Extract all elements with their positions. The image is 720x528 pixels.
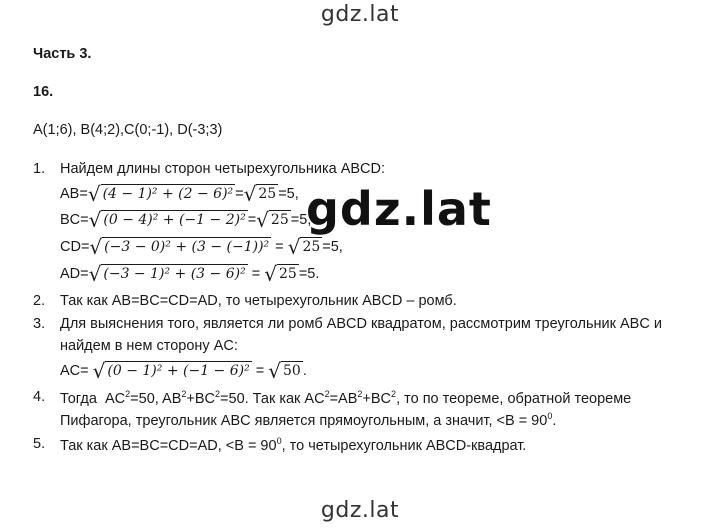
radical-ac: √ (0 − 1)² + (−1 − 6)² bbox=[92, 359, 250, 383]
formula-ad: AD= √ (−3 − 1)² + (3 − 6)² = √ 25 =5. bbox=[60, 262, 320, 286]
watermark-center: gdz.lat bbox=[306, 182, 492, 236]
item-3-text-2: найдем в нем сторону AC: bbox=[60, 338, 238, 354]
points-line: A(1;6), B(4;2),C(0;-1), D(-3;3) bbox=[33, 122, 223, 138]
formula-ac: AC= √ (0 − 1)² + (−1 − 6)² = √ 50 . bbox=[60, 359, 307, 383]
item-4-text-2: Пифагора, треугольник ABC является прямоугольным, а значит, $<B = 90^0$. bbox=[60, 411, 557, 429]
item-2-text: Так как AB=BC=CD=AD, то четырехугольник ABCD – ромб. bbox=[60, 293, 457, 309]
item-5-text: Так как AB=BC=CD=AD, $<B = 90^0$, то четырехугольник ABCD-квадрат. bbox=[60, 436, 527, 454]
item-3-number: 3. bbox=[33, 316, 46, 332]
task-number: 16. bbox=[33, 84, 54, 100]
item-1-text: Найдем длины сторон четырехугольника ABCD: bbox=[60, 161, 386, 177]
item-4-number: 4. bbox=[33, 389, 46, 405]
part-title: Часть 3. bbox=[33, 46, 92, 62]
watermark-top: gdz.lat bbox=[320, 2, 400, 27]
watermark-bottom: gdz.lat bbox=[320, 498, 400, 523]
item-5-number: 5. bbox=[33, 436, 46, 452]
item-1-number: 1. bbox=[33, 161, 46, 177]
radical-ad: √ (−3 − 1)² + (3 − 6)² bbox=[88, 262, 246, 286]
formula-cd: CD= √ (−3 − 0)² + (3 − (−1))² = √ 25 =5, bbox=[60, 235, 343, 259]
radical-bc: √ (0 − 4)² + (−1 − 2)² bbox=[88, 208, 246, 232]
radical-cd: √ (−3 − 0)² + (3 − (−1))² bbox=[89, 235, 270, 259]
formula-ab: AB= √ (4 − 1)² + (2 − 6)² = √ 25 =5, bbox=[60, 182, 299, 206]
item-3-text: Для выяснения того, является ли ромб ABCD квадратом, рассмотрим треугольник ABC и bbox=[60, 316, 662, 332]
item-4-text: Тогда $AC^2=50$, $AB^2+BC^2=50$. Так как $AC^2=AB^2+BC^2$, то по теореме, обратной теореме bbox=[60, 389, 632, 407]
item-2-number: 2. bbox=[33, 293, 46, 309]
formula-bc: BC= √ (0 − 4)² + (−1 − 2)² = √ 25 =5, bbox=[60, 208, 312, 232]
radical-ab: √ (4 − 1)² + (2 − 6)² bbox=[87, 182, 234, 206]
